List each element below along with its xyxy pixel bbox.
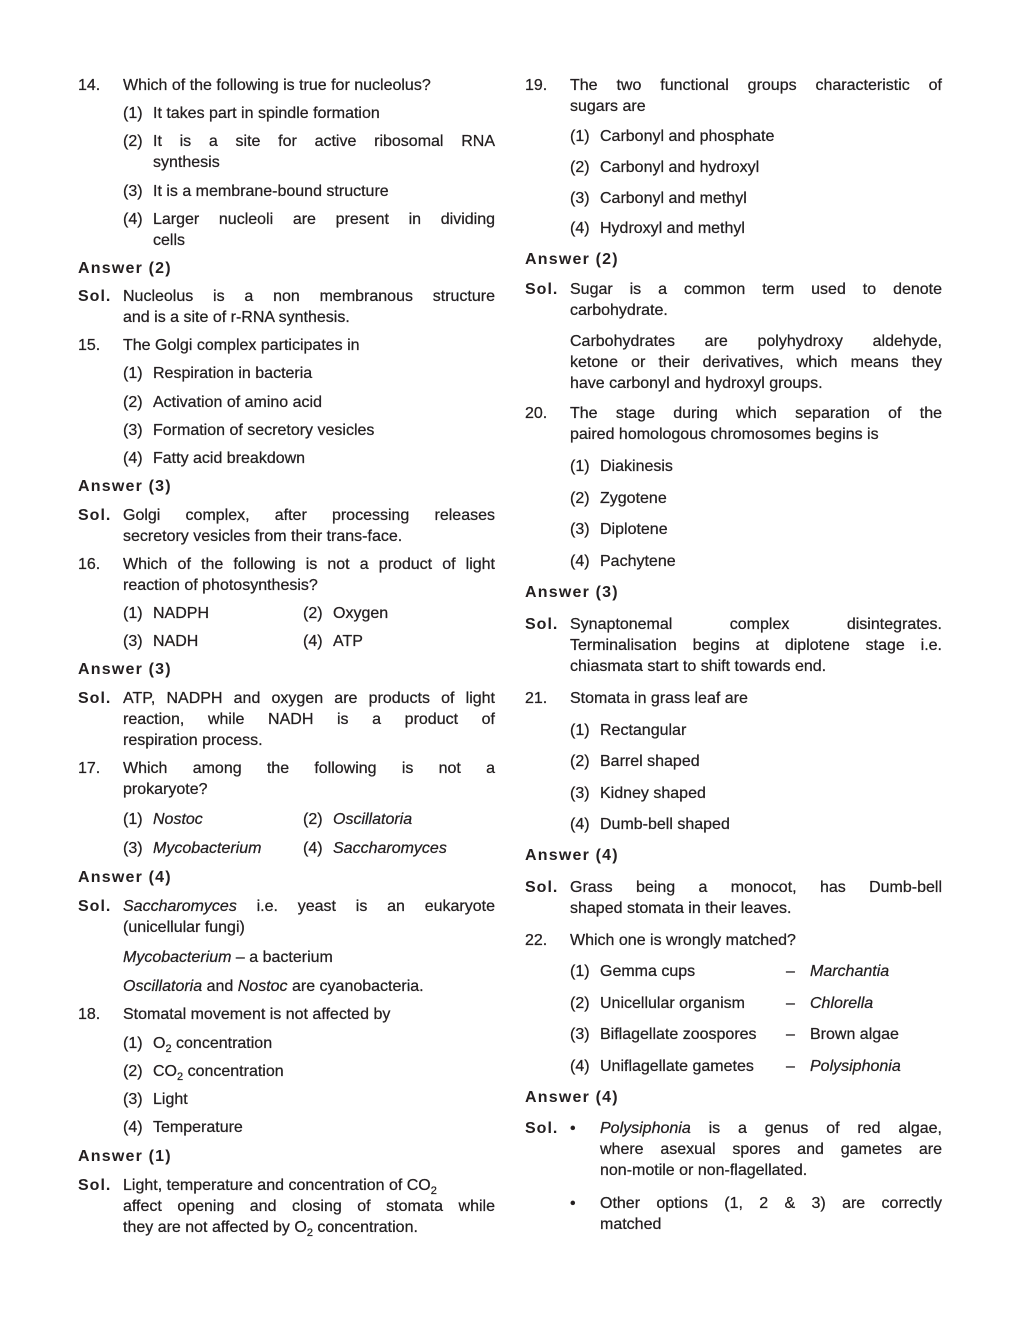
- solution-text: [123, 286, 495, 328]
- line: Carbohydrates are polyhydroxy aldehyde,: [570, 333, 942, 350]
- question-text: [123, 554, 495, 596]
- italic-term: Polysiphonia: [600, 1120, 691, 1137]
- option-left: Gemma cups: [600, 963, 696, 980]
- line: where asexual spores and gametes are: [600, 1141, 942, 1158]
- option-label: (4): [570, 553, 590, 570]
- option-label: (2): [123, 133, 143, 150]
- line: have carbonyl and hydroxyl groups.: [570, 375, 823, 392]
- option-label: (2): [123, 1063, 143, 1080]
- option-text: Hydroxyl and methyl: [600, 220, 745, 237]
- option-text: [153, 1061, 284, 1082]
- option-text: Activation of amino acid: [153, 394, 322, 411]
- option-text: Diplotene: [600, 521, 668, 538]
- line: chiasmata start to shift towards end.: [570, 658, 827, 675]
- line: and is a site of r-RNA synthesis.: [123, 309, 350, 326]
- text: concentration.: [312, 1219, 418, 1236]
- option-label: (3): [570, 1026, 590, 1043]
- solution-text: [570, 279, 942, 321]
- option-text: Respiration in bacteria: [153, 365, 313, 382]
- text: concentration: [171, 1035, 273, 1052]
- solution-label: Sol.: [78, 1177, 112, 1194]
- text: CO: [153, 1063, 177, 1080]
- line: Sugar is a common term used to denote: [570, 281, 942, 298]
- option-right: Brown algae: [810, 1026, 899, 1043]
- option-right: Marchantia: [810, 963, 890, 980]
- question-text: The Golgi complex participates in: [123, 337, 360, 354]
- solution-label: Sol.: [525, 616, 559, 633]
- option-label: (2): [123, 394, 143, 411]
- question-text: [570, 403, 942, 445]
- line: [123, 1217, 495, 1238]
- answer: Answer (1): [78, 1148, 172, 1165]
- option-text: Pachytene: [600, 553, 676, 570]
- option-label: (1): [570, 128, 590, 145]
- solution-label: Sol.: [78, 288, 112, 305]
- option-label: (1): [123, 605, 143, 622]
- option-text: NADPH: [153, 605, 210, 622]
- line: The two functional groups characteristic of: [570, 77, 942, 94]
- text: Light, temperature and concentration of CO: [123, 1177, 431, 1194]
- option-label: (1): [123, 811, 143, 828]
- text: and: [202, 978, 238, 995]
- option-label: (1): [570, 722, 590, 739]
- option-text: Carbonyl and methyl: [600, 190, 747, 207]
- option-label: (1): [123, 365, 143, 382]
- option-right: Chlorella: [810, 995, 874, 1012]
- solution-text: [600, 1118, 942, 1181]
- solution-line: [123, 976, 424, 997]
- option-left: Unicellular organism: [600, 995, 745, 1012]
- answer: Answer (2): [78, 260, 172, 277]
- option-label: (2): [570, 159, 590, 176]
- option-text: [153, 131, 495, 173]
- answer: Answer (4): [525, 847, 619, 864]
- question-text: Which of the following is true for nucleolus?: [123, 77, 431, 94]
- option-left: Uniflagellate gametes: [600, 1058, 754, 1075]
- subscript: 2: [430, 1185, 437, 1197]
- line: paired homologous chromosomes begins is: [570, 426, 879, 443]
- line: reaction of photosynthesis?: [123, 577, 318, 594]
- match-dash: –: [786, 1058, 795, 1075]
- option-text: Light: [153, 1091, 188, 1108]
- solution-text: [123, 688, 495, 751]
- line: ketone or their derivatives, which means they: [570, 354, 942, 371]
- line: [123, 896, 495, 917]
- option-text: It takes part in spindle formation: [153, 105, 380, 122]
- option-label: (1): [123, 105, 143, 122]
- option-label: (3): [570, 785, 590, 802]
- option-text: Zygotene: [600, 490, 667, 507]
- solution-label: Sol.: [525, 1120, 559, 1137]
- option-text: Carbonyl and hydroxyl: [600, 159, 760, 176]
- question-text: Stomatal movement is not affected by: [123, 1006, 391, 1023]
- option-text: It is a membrane-bound structure: [153, 183, 389, 200]
- line: Larger nucleoli are present in dividing: [153, 211, 495, 228]
- option-label: (4): [303, 633, 323, 650]
- option-label: (3): [570, 190, 590, 207]
- option-text: [153, 209, 495, 251]
- italic-term: Saccharomyces: [123, 898, 237, 915]
- line: respiration process.: [123, 732, 263, 749]
- line: Nucleolus is a non membranous structure: [123, 288, 495, 305]
- line: affect opening and closing of stomata while: [123, 1198, 495, 1215]
- line: prokaryote?: [123, 781, 208, 798]
- option-label: (3): [123, 422, 143, 439]
- subscript: 2: [306, 1227, 313, 1239]
- option-label: (1): [123, 1035, 143, 1052]
- solution-label: Sol.: [78, 507, 112, 524]
- question-text: [123, 758, 495, 800]
- option-text: Fatty acid breakdown: [153, 450, 306, 467]
- line: Grass being a monocot, has Dumb-bell: [570, 879, 942, 896]
- solution-text: [123, 896, 495, 938]
- option-text: Kidney shaped: [600, 785, 706, 802]
- question-number: 18.: [78, 1006, 101, 1023]
- line: Which of the following is not a product of light: [123, 556, 495, 573]
- option-label: (2): [303, 811, 323, 828]
- solution-label: Sol.: [78, 690, 112, 707]
- solution-label: Sol.: [525, 281, 559, 298]
- question-number: 14.: [78, 77, 101, 94]
- option-text: Nostoc: [153, 811, 203, 828]
- answer: Answer (4): [525, 1089, 619, 1106]
- italic-term: Mycobacterium: [123, 949, 232, 966]
- option-label: (4): [123, 450, 143, 467]
- solution-text: [570, 331, 942, 394]
- line: [123, 1175, 495, 1196]
- option-left: Biflagellate zoospores: [600, 1026, 757, 1043]
- line: It is a site for active ribosomal RNA: [153, 133, 495, 150]
- question-number: 16.: [78, 556, 101, 573]
- solution-text: [600, 1193, 942, 1235]
- option-text: Rectangular: [600, 722, 687, 739]
- line: shaped stomata in their leaves.: [570, 900, 792, 917]
- line: non-motile or non-flagellated.: [600, 1162, 808, 1179]
- match-dash: –: [786, 1026, 795, 1043]
- question-number: 21.: [525, 690, 548, 707]
- question-text: Which one is wrongly matched?: [570, 932, 796, 949]
- italic-term: Nostoc: [237, 978, 288, 995]
- line: secretory vesicles from their trans-face.: [123, 528, 403, 545]
- option-label: (2): [570, 753, 590, 770]
- option-text: Saccharomyces: [333, 840, 447, 857]
- option-text: Formation of secretory vesicles: [153, 422, 375, 439]
- question-number: 15.: [78, 337, 101, 354]
- answer: Answer (3): [525, 584, 619, 601]
- option-label: (3): [123, 183, 143, 200]
- line: ATP, NADPH and oxygen are products of light: [123, 690, 495, 707]
- option-text: Carbonyl and phosphate: [600, 128, 775, 145]
- question-number: 19.: [525, 77, 548, 94]
- option-label: (1): [570, 458, 590, 475]
- option-label: (1): [570, 963, 590, 980]
- option-text: Barrel shaped: [600, 753, 700, 770]
- text: O: [153, 1035, 166, 1052]
- line: [600, 1118, 942, 1139]
- option-label: (4): [570, 816, 590, 833]
- option-text: Mycobacterium: [153, 840, 262, 857]
- option-text: Diakinesis: [600, 458, 673, 475]
- question-text: [570, 75, 942, 117]
- option-label: (3): [123, 633, 143, 650]
- question-number: 20.: [525, 405, 548, 422]
- line: cells: [153, 232, 186, 249]
- option-label: (2): [570, 995, 590, 1012]
- line: Terminalisation begins at diplotene stage i.e.: [570, 637, 942, 654]
- solution-text: [123, 505, 495, 547]
- option-label: (3): [123, 1091, 143, 1108]
- option-text: Oxygen: [333, 605, 389, 622]
- match-dash: –: [786, 963, 795, 980]
- question-text: Stomata in grass leaf are: [570, 690, 748, 707]
- line: Golgi complex, after processing releases: [123, 507, 495, 524]
- answer: Answer (3): [78, 478, 172, 495]
- option-label: (2): [570, 490, 590, 507]
- solution-text: [123, 1175, 495, 1238]
- line: Which among the following is not a: [123, 760, 495, 777]
- option-text: [153, 1033, 272, 1054]
- line: matched: [600, 1216, 662, 1233]
- answer: Answer (2): [525, 251, 619, 268]
- option-right: Polysiphonia: [810, 1058, 901, 1075]
- solution-text: [570, 614, 942, 677]
- text: concentration: [183, 1063, 284, 1080]
- option-label: (4): [123, 211, 143, 228]
- text: i.e. yeast is an eukaryote: [236, 898, 495, 915]
- question-number: 22.: [525, 932, 548, 949]
- line: sugars are: [570, 98, 646, 115]
- match-dash: –: [786, 995, 795, 1012]
- solution-text: [570, 877, 942, 919]
- italic-term: Oscillatoria: [123, 978, 203, 995]
- answer: Answer (3): [78, 661, 172, 678]
- line: (unicellular fungi): [123, 919, 245, 936]
- option-text: Temperature: [153, 1119, 243, 1136]
- subscript: 2: [177, 1071, 184, 1083]
- bullet: •: [570, 1120, 576, 1137]
- line: reaction, while NADH is a product of: [123, 711, 495, 728]
- line: The stage during which separation of the: [570, 405, 942, 422]
- question-number: 17.: [78, 760, 101, 777]
- line: Other options (1, 2 & 3) are correctly: [600, 1195, 942, 1212]
- option-label: (3): [123, 840, 143, 857]
- text: – a bacterium: [231, 949, 333, 966]
- solution-label: Sol.: [78, 898, 112, 915]
- option-text: Oscillatoria: [333, 811, 413, 828]
- solution-label: Sol.: [525, 879, 559, 896]
- solution-line: [123, 947, 333, 968]
- text: is a genus of red algae,: [690, 1120, 942, 1137]
- option-label: (2): [303, 605, 323, 622]
- option-text: NADH: [153, 633, 199, 650]
- text: they are not affected by O: [123, 1219, 307, 1236]
- answer: Answer (4): [78, 869, 172, 886]
- subscript: 2: [165, 1043, 172, 1055]
- text: are cyanobacteria.: [287, 978, 424, 995]
- option-text: Dumb-bell shaped: [600, 816, 730, 833]
- option-label: (4): [303, 840, 323, 857]
- line: synthesis: [153, 154, 220, 171]
- line: Synaptonemal complex disintegrates.: [570, 616, 942, 633]
- option-label: (4): [123, 1119, 143, 1136]
- option-label: (4): [570, 1058, 590, 1075]
- bullet: •: [570, 1195, 576, 1212]
- option-label: (3): [570, 521, 590, 538]
- option-label: (4): [570, 220, 590, 237]
- line: carbohydrate.: [570, 302, 668, 319]
- option-text: ATP: [333, 633, 363, 650]
